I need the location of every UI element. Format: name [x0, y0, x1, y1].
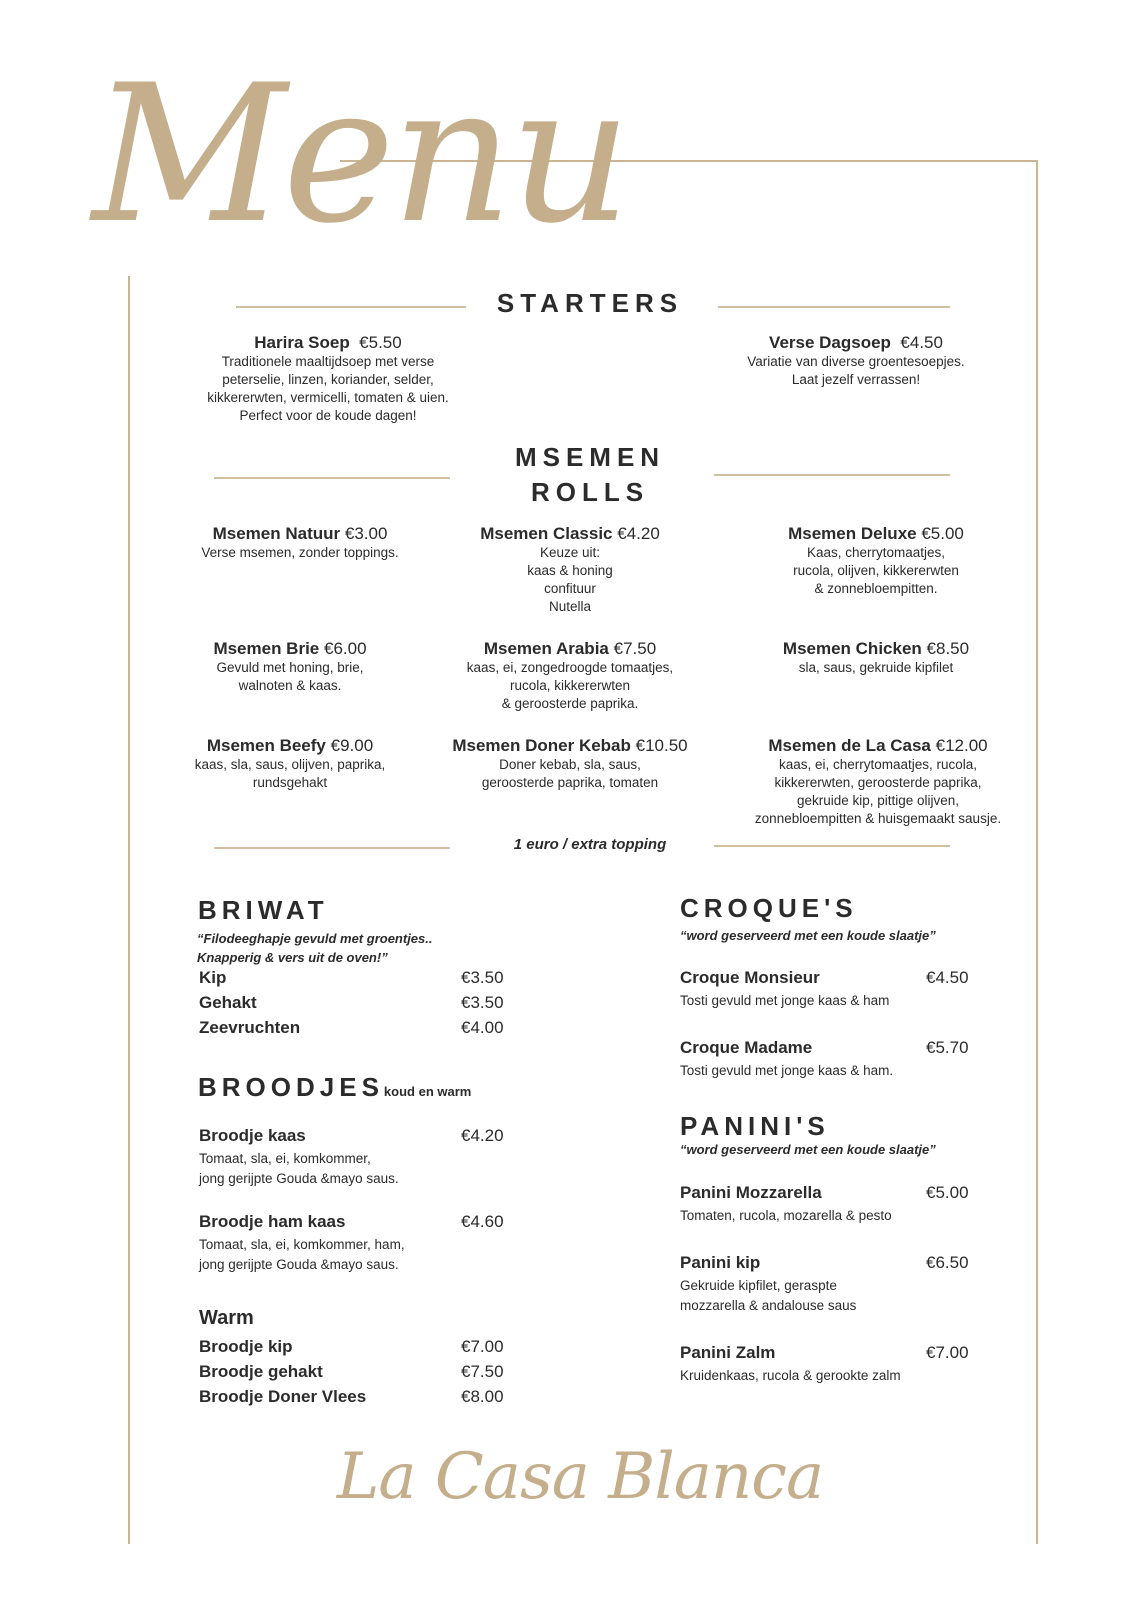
msemen-item	[430, 639, 710, 713]
item-desc: kaas & honing	[527, 563, 613, 578]
item-name: Msemen de La Casa	[768, 736, 931, 755]
item-desc: geroosterde paprika, tomaten	[481, 775, 659, 790]
frame-left	[128, 276, 130, 1544]
croque-item-price: €4.50	[926, 968, 969, 987]
panini-item-name: Panini Zalm	[680, 1343, 776, 1362]
item-name: Msemen Natuur	[212, 524, 341, 543]
broodjes-heading	[198, 1072, 471, 1103]
extra-topping-note: 1 euro / extra topping	[513, 836, 667, 853]
item-desc: kikkererwten, vermicelli, tomaten & uien.	[207, 390, 449, 405]
item-name: Verse Dagsoep	[769, 333, 891, 352]
briwat-item-name: Zeevruchten	[199, 1018, 301, 1037]
croques-heading: CROQUE'S	[680, 893, 858, 923]
starters-divider-right	[718, 306, 950, 308]
starters-heading: STARTERS	[496, 288, 684, 318]
desc-line: Tomaat, sla, ei, komkommer, ham,	[199, 1237, 405, 1252]
panini-item-name: Panini Mozzarella	[680, 1183, 822, 1202]
briwat-item-price: €3.50	[461, 993, 504, 1012]
msemen-item	[150, 639, 430, 695]
msemen-heading-line1: MSEMEN	[514, 442, 666, 472]
item-name: Harira Soep	[254, 333, 350, 352]
warm-label: Warm	[199, 1307, 254, 1329]
item-price: €5.50	[359, 333, 402, 352]
item-name: Msemen Deluxe	[788, 524, 917, 543]
extra-divider-right	[714, 845, 950, 847]
broodje-item-price: €4.60	[461, 1212, 504, 1231]
msemen-item	[728, 736, 1028, 828]
panini-item-price: €5.00	[926, 1183, 969, 1202]
item-desc: walnoten & kaas.	[238, 678, 342, 693]
item-name: Msemen Brie	[213, 639, 320, 658]
item-name: Msemen Classic	[480, 524, 613, 543]
item-desc: confituur	[544, 581, 596, 596]
item-name: Msemen Doner Kebab	[452, 736, 631, 755]
item-desc: & zonnebloempitten.	[814, 581, 938, 596]
broodje-item-name: Broodje kaas	[199, 1126, 306, 1145]
frame-right	[1036, 160, 1038, 1544]
warm-item-name: Broodje kip	[199, 1337, 293, 1356]
item-price: €8.50	[926, 639, 970, 658]
item-desc: rundsgehakt	[252, 775, 328, 790]
item-price: €4.20	[617, 524, 660, 543]
brand-signature: La Casa Blanca	[336, 1440, 824, 1514]
panini-item-price: €7.00	[926, 1343, 969, 1362]
panini-item-desc: Tomaten, rucola, mozarella & pesto	[680, 1208, 892, 1223]
briwat-item-name: Gehakt	[199, 993, 257, 1012]
panini-item-price: €6.50	[926, 1253, 969, 1272]
broodje-item-name: Broodje ham kaas	[199, 1212, 346, 1231]
item-desc: & geroosterde paprika.	[501, 696, 639, 711]
item-desc: kikkererwten, geroosterde paprika,	[774, 775, 982, 790]
broodje-item-desc	[199, 1235, 405, 1275]
item-price: €7.50	[613, 639, 657, 658]
msemen-heading	[480, 440, 700, 510]
item-price: €10.50	[635, 736, 688, 755]
item-price: €9.00	[330, 736, 374, 755]
extra-divider-left	[214, 847, 450, 849]
msemen-heading-line2: ROLLS	[530, 477, 650, 507]
item-name: Msemen Beefy	[206, 736, 326, 755]
item-price: €12.00	[935, 736, 988, 755]
menu-title: Menu	[92, 44, 628, 265]
warm-item-name: Broodje Doner Vlees	[199, 1387, 367, 1406]
warm-item-price: €7.50	[461, 1362, 504, 1381]
item-price: €5.00	[921, 524, 964, 543]
msemen-item	[736, 524, 1016, 598]
croque-item-desc: Tosti gevuld met jonge kaas & ham.	[680, 1063, 894, 1078]
desc-line: Tomaat, sla, ei, komkommer,	[199, 1151, 371, 1166]
briwat-item-name: Kip	[199, 968, 227, 987]
msemen-item	[150, 736, 430, 792]
item-name: Msemen Arabia	[483, 639, 609, 658]
briwat-item-price: €3.50	[461, 968, 504, 987]
msemen-item	[430, 524, 710, 616]
starters-divider-left	[236, 306, 466, 308]
item-desc: kaas, ei, cherrytomaatjes, rucola,	[778, 757, 978, 772]
item-name: Msemen Chicken	[782, 639, 922, 658]
item-desc: rucola, olijven, kikkererwten	[793, 563, 959, 578]
panini-item-name: Panini kip	[680, 1253, 761, 1272]
croque-item-name: Croque Madame	[680, 1038, 813, 1057]
panini-item-desc	[680, 1276, 856, 1316]
briwat-item-price: €4.00	[461, 1018, 504, 1037]
starter-item	[178, 333, 478, 425]
desc-line: jong gerijpte Gouda &mayo saus.	[199, 1171, 399, 1186]
item-desc: zonnebloempitten & huisgemaakt sausje.	[754, 811, 1002, 826]
item-price: €4.50	[900, 333, 943, 352]
paninis-heading: PANINI'S	[680, 1111, 830, 1141]
briwat-tagline-line: Knapperig & vers uit de oven!”	[197, 950, 388, 965]
warm-item-name: Broodje gehakt	[199, 1362, 323, 1381]
item-desc: kaas, sla, saus, olijven, paprika,	[194, 757, 386, 772]
warm-item-price: €7.00	[461, 1337, 504, 1356]
item-desc: Traditionele maaltijdsoep met verse	[221, 354, 435, 369]
croques-tagline: “word geserveerd met een koude slaatje”	[680, 928, 936, 943]
item-desc: Laat jezelf verrassen!	[791, 372, 921, 387]
msemen-item	[420, 736, 720, 792]
briwat-tagline	[197, 929, 433, 967]
desc-line: mozzarella & andalouse saus	[680, 1298, 857, 1313]
item-desc: kaas, ei, zongedroogde tomaatjes,	[466, 660, 674, 675]
item-desc: rucola, kikkererwten	[509, 678, 631, 693]
item-desc: Perfect voor de koude dagen!	[239, 408, 417, 423]
broodjes-heading-text: BROODJES	[198, 1072, 384, 1102]
item-price: €3.00	[344, 524, 388, 543]
item-desc: Gevuld met honing, brie,	[216, 660, 364, 675]
item-desc: Variatie van diverse groentesoepjes.	[747, 354, 965, 369]
croque-item-desc: Tosti gevuld met jonge kaas & ham	[680, 993, 890, 1008]
item-desc: Nutella	[548, 599, 592, 614]
item-desc: sla, saus, gekruide kipfilet	[798, 660, 954, 675]
msemen-item	[160, 524, 440, 562]
warm-item-price: €8.00	[461, 1387, 504, 1406]
starter-item	[706, 333, 1006, 389]
broodje-item-desc	[199, 1149, 399, 1189]
croque-item-price: €5.70	[926, 1038, 969, 1057]
croque-item-name: Croque Monsieur	[680, 968, 820, 987]
item-desc: Verse msemen, zonder toppings.	[201, 545, 399, 560]
item-desc: Kaas, cherrytomaatjes,	[806, 545, 946, 560]
item-desc: peterselie, linzen, koriander, selder,	[222, 372, 434, 387]
briwat-tagline-line: “Filodeeghapje gevuld met groentjes..	[197, 931, 433, 946]
item-desc: gekruide kip, pittige olijven,	[796, 793, 960, 808]
panini-item-desc: Kruidenkaas, rucola & gerookte zalm	[680, 1368, 901, 1383]
desc-line: Gekruide kipfilet, geraspte	[680, 1278, 837, 1293]
broodjes-subheading: koud en warm	[383, 1084, 472, 1099]
item-desc: Doner kebab, sla, saus,	[499, 757, 641, 772]
msemen-divider-left	[214, 477, 450, 479]
msemen-item	[736, 639, 1016, 677]
paninis-tagline: “word geserveerd met een koude slaatje”	[680, 1142, 936, 1157]
item-price: €6.00	[324, 639, 367, 658]
item-desc: Keuze uit:	[539, 545, 601, 560]
desc-line: jong gerijpte Gouda &mayo saus.	[199, 1257, 399, 1272]
msemen-divider-right	[714, 474, 950, 476]
broodje-item-price: €4.20	[461, 1126, 504, 1145]
briwat-heading: BRIWAT	[198, 895, 329, 925]
